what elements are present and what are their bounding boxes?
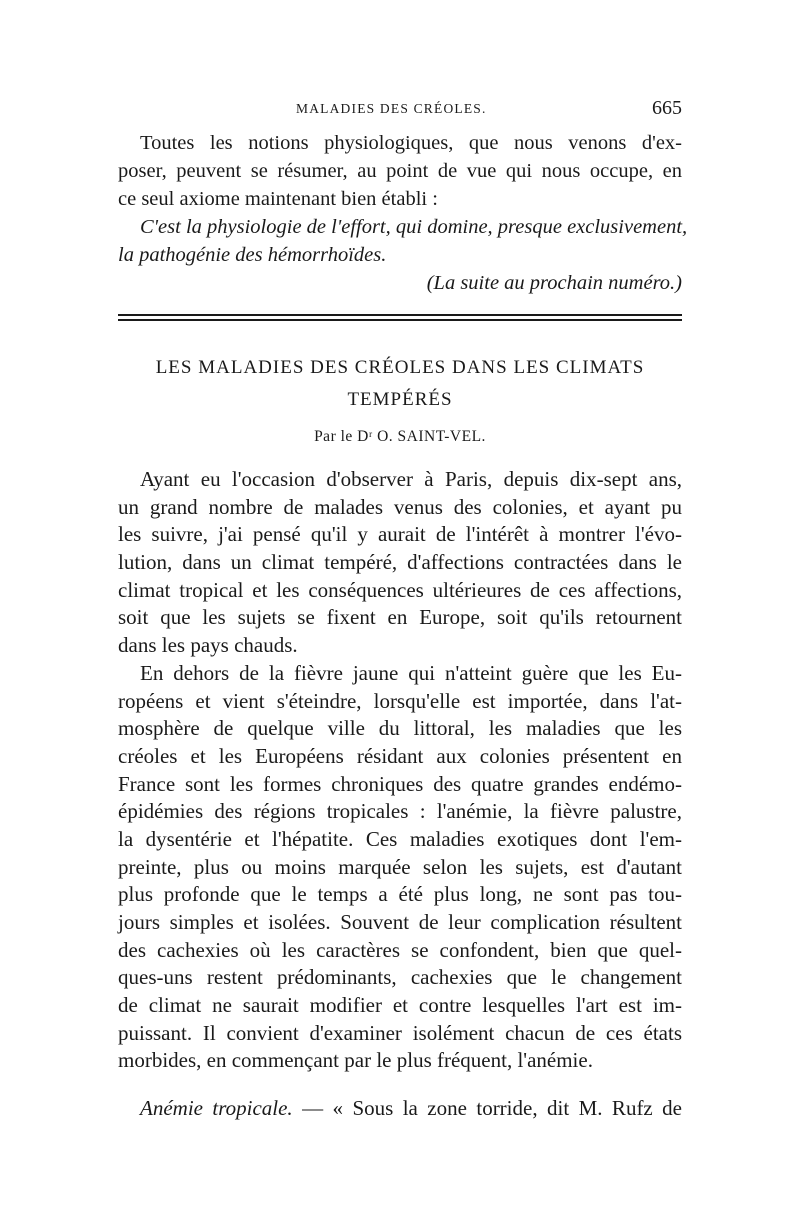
text-line: des cachexies où les caractères se confondent, bien que quel- bbox=[118, 937, 682, 962]
section-divider-bottom bbox=[118, 319, 682, 321]
article-title-line-1: LES MALADIES DES CRÉOLES DANS LES CLIMATS bbox=[155, 357, 645, 378]
axiom-line: C'est la physiologie de l'effort, qui domine, presque exclusivement, bbox=[140, 216, 688, 238]
text-line: la dysentérie et l'hépatite. Ces maladies exotiques dont l'em- bbox=[118, 826, 682, 851]
section-anemie bbox=[118, 1094, 682, 1122]
text-line: Ayant eu l'occasion d'observer à Paris, depuis dix-sept ans, bbox=[140, 467, 682, 491]
article-title-line-2: TEMPÉRÉS bbox=[347, 389, 453, 410]
text-line: poser, peuvent se résumer, au point de vue qui nous occupe, en bbox=[118, 160, 682, 182]
article-title bbox=[118, 352, 682, 416]
page-number: 665 bbox=[652, 97, 682, 119]
text-line: lution, dans un climat tempéré, d'affections contractées dans le bbox=[118, 550, 682, 575]
author-byline: Par le Dʳ O. SAINT-VEL. bbox=[314, 428, 486, 445]
text-line: Toutes les notions physiologiques, que nous venons d'ex- bbox=[140, 132, 682, 154]
text-line: ques-uns restent prédominants, cachexies que le changement bbox=[118, 965, 682, 990]
intro-paragraph bbox=[118, 129, 688, 297]
text-line: plus profonde que le temps a été plus long, ne sont pas tou- bbox=[118, 882, 682, 907]
text-line: En dehors de la fièvre jaune qui n'atteint guère que les Eu- bbox=[140, 660, 682, 685]
text-line: preinte, plus ou moins marquée selon les sujets, est d'autant bbox=[118, 854, 682, 879]
continuation-note: (La suite au prochain numéro.) bbox=[426, 272, 682, 294]
text-line: de climat ne saurait modifier et contre lesquelles l'art est im- bbox=[118, 993, 682, 1018]
text-line: soit que les sujets se fixent en Europe, soit qu'ils retournent bbox=[118, 605, 682, 630]
text-line: ce seul axiome maintenant bien établi : bbox=[118, 188, 438, 210]
section-heading: Anémie tropicale. bbox=[140, 1096, 293, 1120]
text-line bbox=[118, 1094, 682, 1122]
text-line: les suivre, j'ai pensé qu'il y aurait de l'intérêt à montrer l'évo- bbox=[118, 522, 682, 547]
running-head bbox=[118, 97, 682, 127]
text-line: dans les pays chauds. bbox=[118, 633, 298, 658]
axiom-line: la pathogénie des hémorrhoïdes. bbox=[118, 244, 387, 266]
text-line: France sont les formes chroniques des quatre grandes endémo- bbox=[118, 771, 682, 796]
text-line: mosphère de quelque ville du littoral, les maladies que les bbox=[118, 716, 682, 741]
text-line: jours simples et isolées. Souvent de leur complication résultent bbox=[118, 910, 682, 934]
text-line: morbides, en commençant par le plus fréquent, l'anémie. bbox=[118, 1048, 593, 1073]
section-text: — « Sous la zone torride, dit M. Rufz de bbox=[292, 1096, 682, 1120]
text-line: puissant. Il convient d'examiner isolément chacun de ces états bbox=[118, 1020, 682, 1045]
article-body bbox=[118, 466, 682, 1075]
text-line: climat tropical et les conséquences ultérieures de ces affections, bbox=[118, 577, 682, 602]
text-line: ropéens et vient s'éteindre, lorsqu'elle est importée, dans l'at- bbox=[118, 688, 682, 713]
text-line: un grand nombre de malades venus des colonies, et ayant pu bbox=[118, 494, 682, 519]
section-divider-top bbox=[118, 314, 682, 316]
text-line: créoles et les Européens résidant aux colonies présentent en bbox=[118, 743, 682, 768]
running-head-title: MALADIES DES CRÉOLES. bbox=[296, 101, 487, 116]
text-line: épidémies des régions tropicales : l'anémie, la fièvre palustre, bbox=[118, 799, 682, 824]
